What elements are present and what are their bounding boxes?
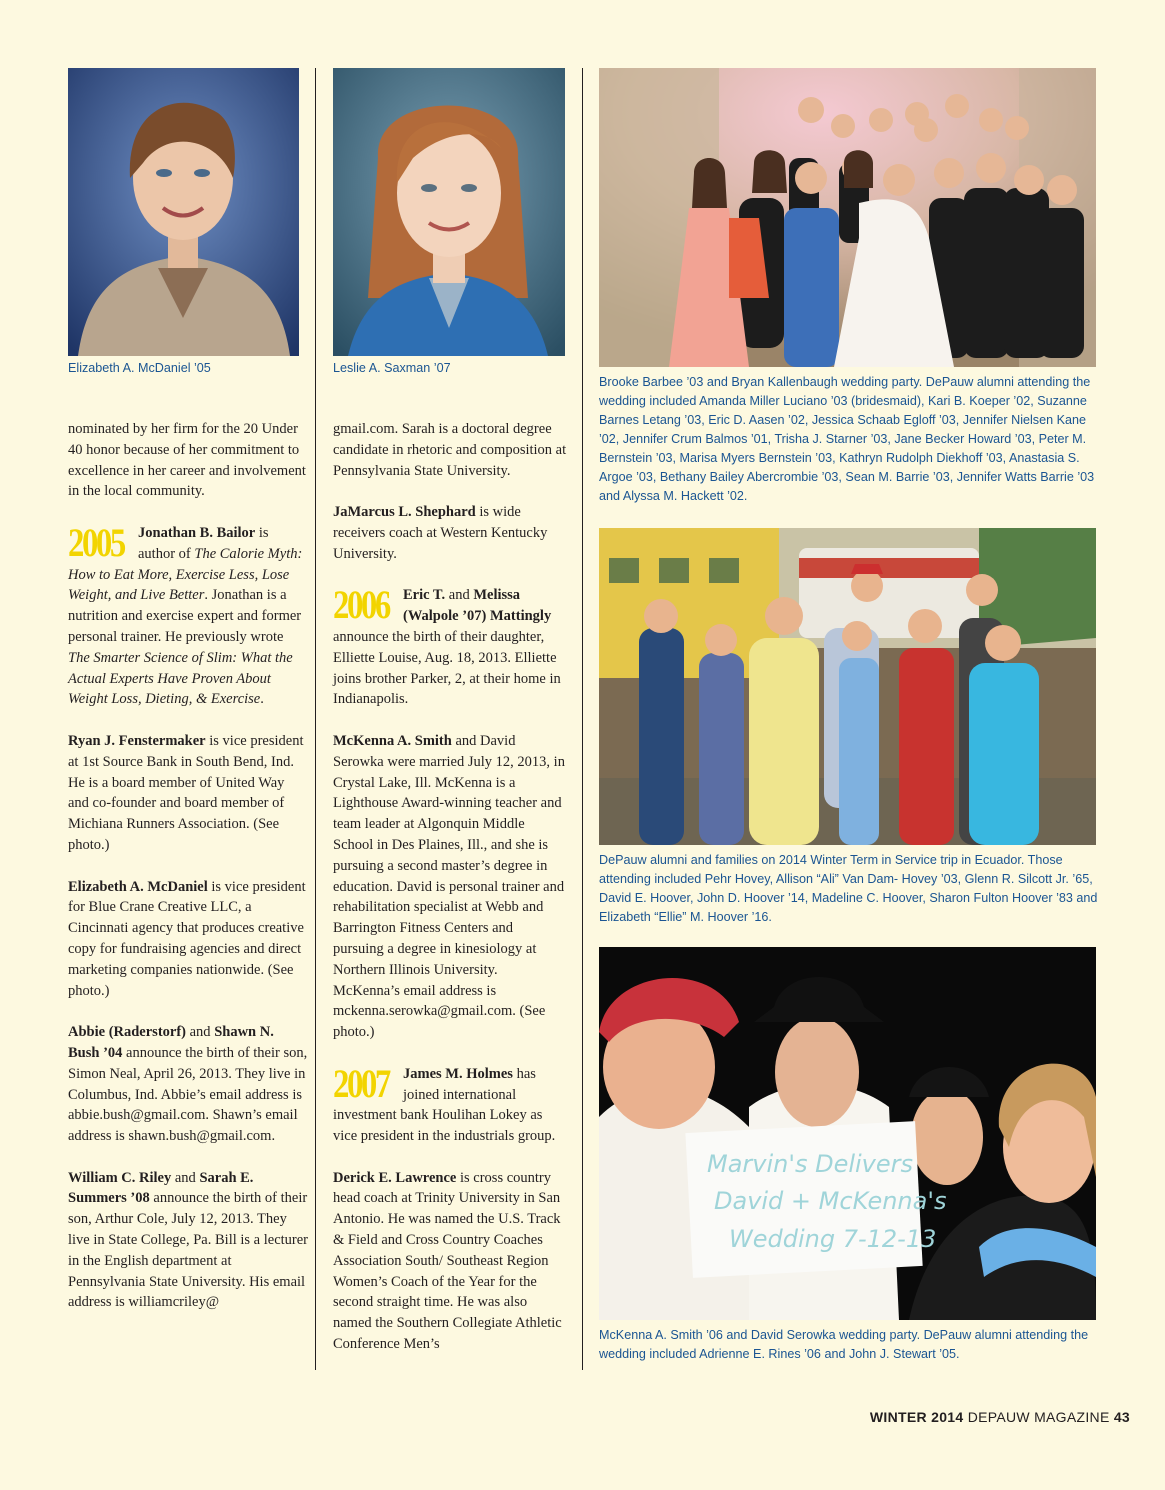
smith-entry: McKenna A. Smith and David Serowka were married July 12, 2013, in Crystal Lake, Ill. McKenna is a Lighthouse Award-winning teacher and team leader at Algonquin Middle School in Des Plaines, Ill., and she is pursuing a second master’s degree in education. David is personal trainer and rehabilitation specialist at Webb and Barrington Fitness Centers and pursuing a degree in kinesiology at Northern Illinois University. McKenna’s email address is mckenna.serowka@gmail.com. (See photo.): [333, 732, 565, 1041]
mcdaniel-portrait: [68, 68, 299, 356]
class-year-2005: 2005: [68, 519, 124, 565]
sign-line-2: David + McKenna's: [714, 1187, 947, 1215]
mattingly-entry: 2006 Eric T. and Melissa (Walpole ’07) Mattingly announce the birth of their daughter, Elliette Louise, Aug. 18, 2013. Elliette joins brother Parker, 2, at their home in Indianapolis.: [333, 582, 561, 708]
fenstermaker-entry: Ryan J. Fenstermaker is vice president at 1st Source Bank in South Bend, Ind. He is a board member of United Way and co-founder and board member of Michiana Runners Association. (See photo.): [68, 732, 304, 853]
ecuador-trip-photo: [599, 528, 1096, 845]
footer-magazine: DEPAUW MAGAZINE: [967, 1409, 1110, 1425]
riley-entry: William C. Riley and Sarah E. Summers ’08 announce the birth of their son, Arthur Cole, July 12, 2013. They live in State College, Pa. Bill is a lecturer in the English department at Pennsylvania State University. His email address is williamcriley@: [68, 1169, 309, 1311]
page-number: 43: [1113, 1409, 1130, 1425]
ecuador-trip-caption: DePauw alumni and families on 2014 Winter Term in Service trip in Ecuador. Those attending included Pehr Hovey, Allison “Ali” Van Dam- Hovey ’03, Glenn R. Silcott Jr. ’65, David E. Hoover, John D. Hoover ’14, Madeline C. Hoover, Sharon Fulton Hoover ’83 and Elizabeth “Ellie” M. Hoover ’16.: [599, 853, 1098, 924]
column-rule-right: [582, 68, 583, 1370]
sign-line-1: Marvin's Delivers: [707, 1150, 914, 1178]
page-footer: [870, 1409, 1130, 1425]
barbee-wedding-caption: Brooke Barbee ’03 and Bryan Kallenbaugh wedding party. DePauw alumni attending the wedding included Amanda Miller Luciano ’03 (bridesmaid), Kari B. Koeper ’02, Suzanne Barnes Letang ’03, Eric D. Aasen ’02, Jessica Schaab Egloff ’03, Jennifer Nielsen Kane ’02, Jennifer Crum Balmos ’01, Trisha J. Starner ’03, Jane Becker Howard ’03, Peter M. Bernstein ’03, Marisa Myers Bernstein ’03, Kathryn Rudolph Diekhoff ’03, Anastasia S. Argoe ’03, Bethany Bailey Abercrombie ’03, Sean M. Barrie ’03, Jennifer Watts Barrie ’03 and Alyssa M. Hackett ’02.: [599, 375, 1095, 503]
smith-wedding-photo: [599, 947, 1096, 1320]
text-column-1: [68, 419, 308, 1334]
saxman-portrait-caption: Leslie A. Saxman ’07: [333, 361, 451, 375]
saxman-portrait: [333, 68, 565, 356]
sign-line-3: Wedding 7-12-13: [729, 1225, 937, 1253]
holmes-entry: 2007 James M. Holmes has joined international investment bank Houlihan Lokey as vice president in the industrials group.: [333, 1060, 556, 1145]
footer-issue: WINTER 2014: [869, 1409, 964, 1425]
bailor-entry: 2005 Jonathan B. Bailor is author of The Calorie Myth: How to Eat More, Exercise Less, Lose Weight, and Live Better. Jonathan is a nutrition and exercise expert and former personal trainer. He previously wrote The Smarter Science of Slim: What the Actual Experts Have Proven About Weight Loss, Dieting, & Exercise.: [68, 519, 303, 708]
mcdaniel-entry: Elizabeth A. McDaniel is vice president for Blue Crane Creative LLC, a Cincinnati agency that produces creative copy for fundraising agencies and direct marketing companies nationwide. (See photo.): [68, 878, 306, 999]
shephard-entry: JaMarcus L. Shephard is wide receivers coach at Western Kentucky University.: [333, 504, 548, 562]
smith-wedding-caption: McKenna A. Smith ’06 and David Serowka wedding party. DePauw alumni attending the wedding included Adrienne E. Rines ’06 and John J. Stewart ’05.: [599, 1328, 1089, 1361]
lawrence-entry: Derick E. Lawrence is cross country head coach at Trinity University in San Antonio. He was named the U.S. Track & Field and Cross Country Coaches Association South/ Southeast Region Women’s Coach of the Year for the second straight time. He was also named the Southern Collegiate Athletic Conference Men’s: [333, 1169, 562, 1353]
text-column-2: [333, 419, 567, 1376]
mcdaniel-continuation: nominated by her firm for the 20 Under 40 honor because of her commitment to excellence in her career and involvement in the local community.: [68, 421, 306, 500]
class-year-2007: 2007: [333, 1060, 389, 1106]
column-rule-left: [315, 68, 316, 1370]
bush-entry: Abbie (Raderstorf) and Shawn N. Bush ’04 announce the birth of their son, Simon Neal, April 26, 2013. They live in Columbus, Ind. Abbie’s email address is abbie.bush@gmail.com. Shawn’s email address is shawn.bush@gmail.com.: [68, 1024, 308, 1145]
barbee-wedding-photo: [599, 68, 1096, 367]
class-year-2006: 2006: [333, 582, 389, 628]
mcdaniel-portrait-caption: Elizabeth A. McDaniel ’05: [68, 361, 211, 375]
riley-continuation: gmail.com. Sarah is a doctoral degree candidate in rhetoric and composition at Pennsylvania State University.: [333, 421, 567, 479]
